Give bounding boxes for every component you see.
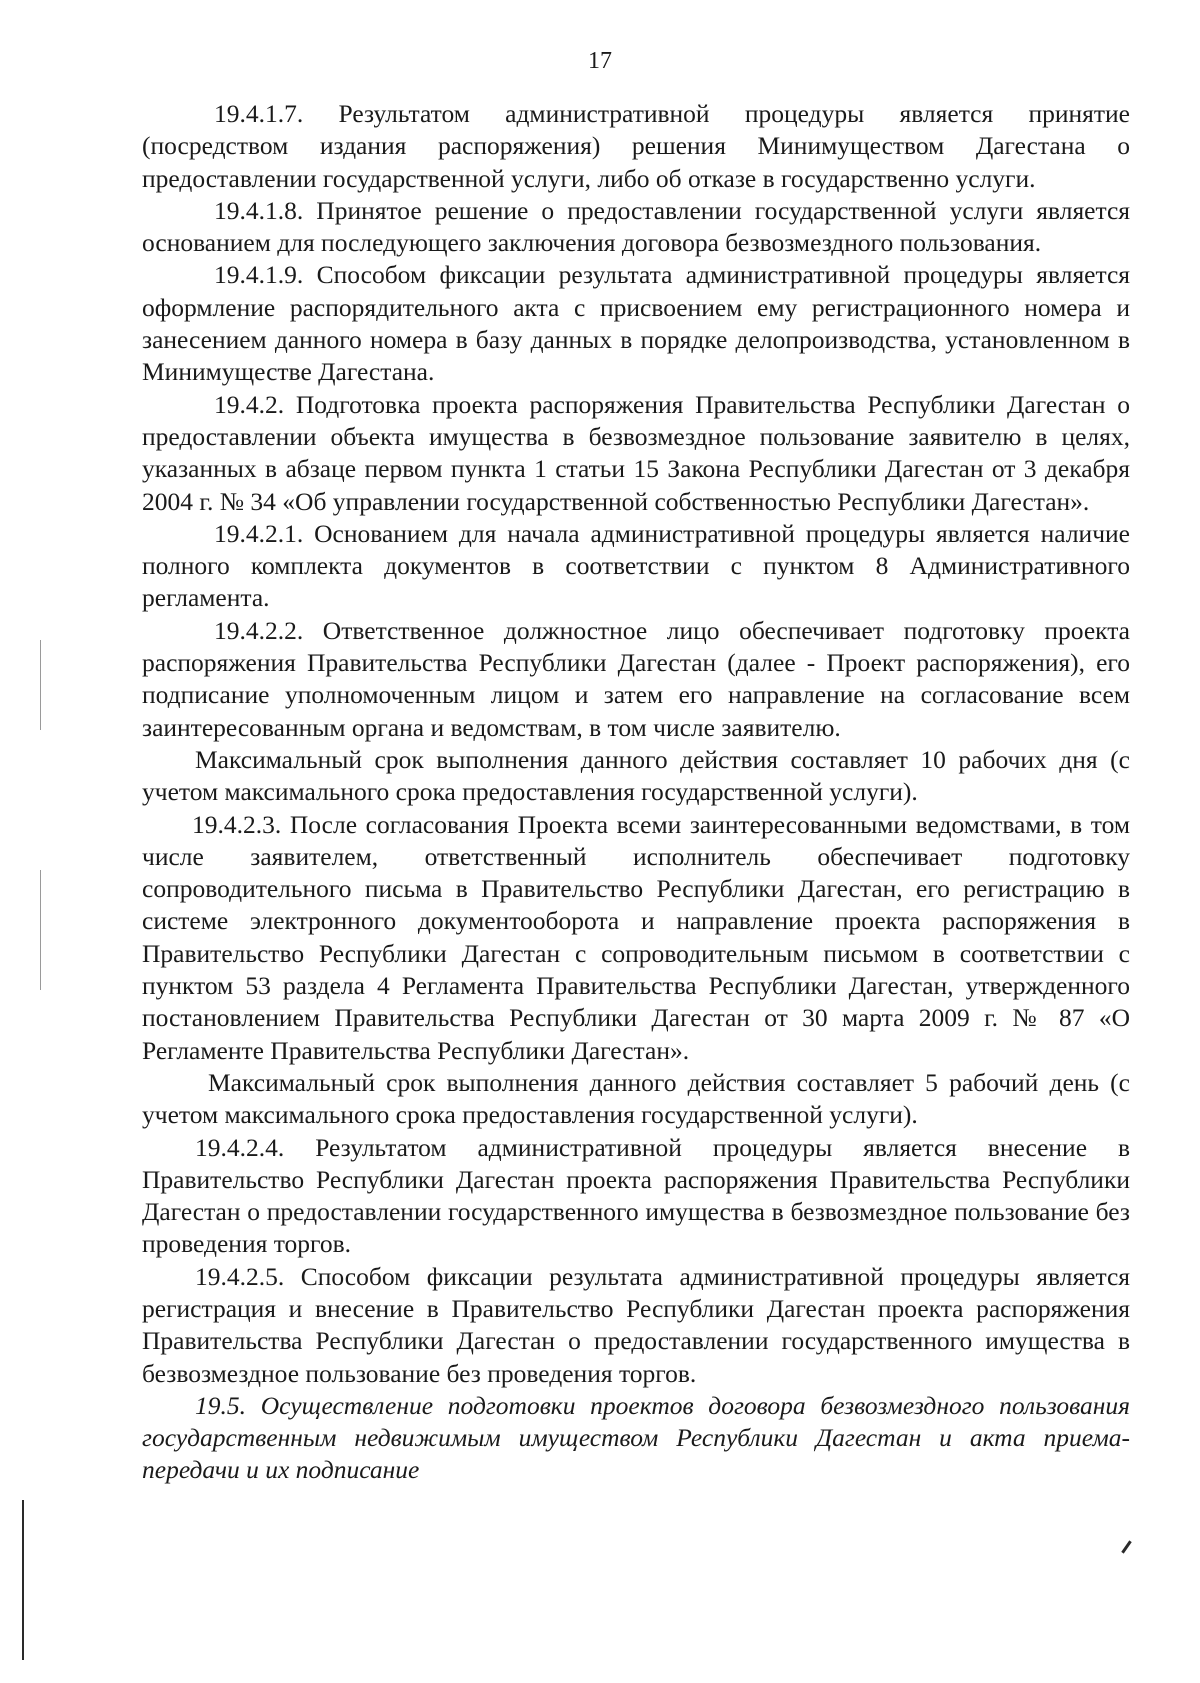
paragraph-max-term-5-days: Максимальный срок выполнения данного действия составляет 5 рабочий день (с учетом максимального срока предоставления государственной услуги). [142, 1067, 1130, 1130]
document-body [142, 98, 1130, 1487]
paragraph-19-4-2-3: 19.4.2.3. После согласования Проекта всеми заинтересованными ведомствами, в том числе заявителем, ответственный исполнитель обеспечивает подготовку сопроводительного письма в Правительство Республики Дагестан, его регистрацию в системе электронного документооборота и направление проекта распоряжения в Правительство Республики Дагестан с сопроводительным письмом в соответствии с пунктом 53 раздела 4 Регламента Правительства Республики Дагестан, утвержденного постановлением Правительства Республики Дагестан от 30 марта 2009 г. № 87 «О Регламенте Правительства Республики Дагестан». [142, 809, 1130, 1065]
paragraph-19-4-1-9: 19.4.1.9. Способом фиксации результата административной процедуры является оформление распорядительного акта с присвоением ему регистрационного номера и занесением данного номера в базу данных в порядке делопроизводства, установленном в Минимуществе Дагестана. [142, 260, 1130, 387]
paragraph-19-4-2: 19.4.2. Подготовка проекта распоряжения Правительства Республики Дагестан о предоставлении объекта имущества в безвозмездное пользование заявителю в целях, указанных в абзаце первом пункта 1 статьи 15 Закона Республики Дагестан от 3 декабря 2004 г. № 34 «Об управлении государственной собственностью Республики Дагестан». [142, 389, 1130, 516]
scan-edge-line [40, 640, 41, 730]
scan-edge-mark [22, 1500, 24, 1660]
paragraph-19-4-2-1: 19.4.2.1. Основанием для начала административной процедуры является наличие полного комплекта документов в соответствии с пунктом 8 Административного регламента. [142, 518, 1130, 613]
paragraph-19-4-2-4: 19.4.2.4. Результатом административной процедуры является внесение в Правительство Республики Дагестан проекта распоряжения Правительства Республики Дагестан о предоставлении государственного имущества в безвозмездное пользование без проведения торгов. [142, 1132, 1130, 1259]
scan-tick-mark [1121, 1540, 1131, 1553]
paragraph-19-4-2-5: 19.4.2.5. Способом фиксации результата административной процедуры является регистрация и внесение в Правительство Республики Дагестан проекта распоряжения Правительства Республики Дагестан о предоставлении государственного имущества в безвозмездное пользование без проведения торгов. [142, 1261, 1130, 1388]
paragraph-max-term-10-days: Максимальный срок выполнения данного действия составляет 10 рабочих дня (с учетом максимального срока предоставления государственной услуги). [142, 744, 1130, 807]
paragraph-19-4-2-2: 19.4.2.2. Ответственное должностное лицо обеспечивает подготовку проекта распоряжения Правительства Республики Дагестан (далее - Проект распоряжения), его подписание уполномоченным лицом и затем его направление на согласование всем заинтересованным органа и ведомствам, в том числе заявителю. [142, 615, 1130, 742]
section-heading-19-5: 19.5. Осуществление подготовки проектов договора безвозмездного пользования государственным недвижимым имуществом Республики Дагестан и акта приема-передачи и их подписание [142, 1390, 1130, 1485]
scan-edge-line [40, 870, 41, 990]
paragraph-19-4-1-8: 19.4.1.8. Принятое решение о предоставлении государственной услуги является основанием для последующего заключения договора безвозмездного пользования. [142, 195, 1130, 258]
paragraph-19-4-1-7: 19.4.1.7. Результатом административной процедуры является принятие (посредством издания распоряжения) решения Минимуществом Дагестана о предоставлении государственной услуги, либо об отказе в государственно услуги. [142, 99, 1130, 193]
page-number: 17 [588, 48, 612, 74]
